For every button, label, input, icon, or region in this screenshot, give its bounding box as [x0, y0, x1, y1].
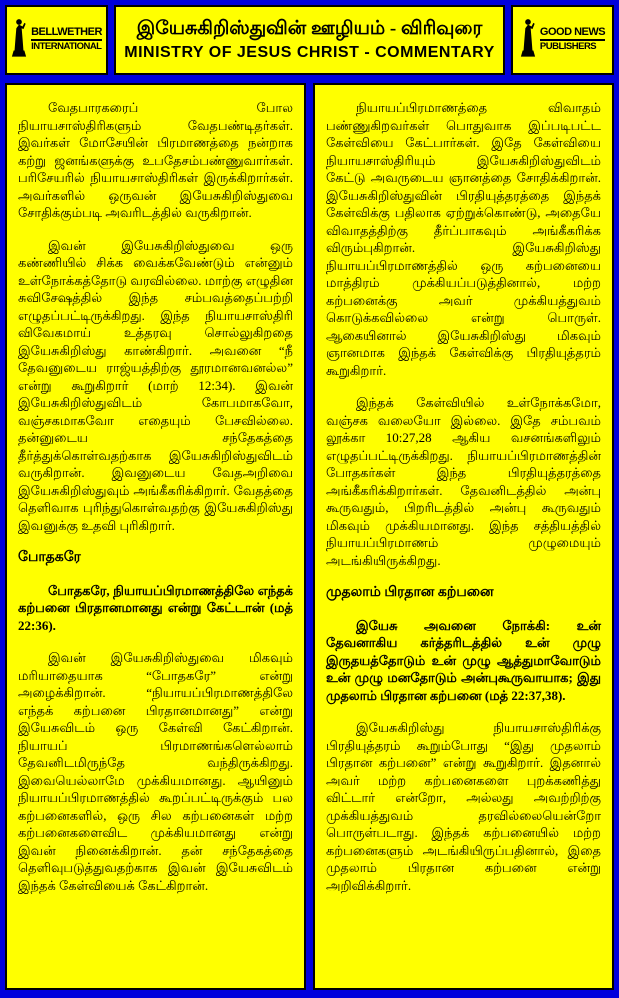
- paragraph: இவன் இயேசுகிறிஸ்துவை ஒரு கண்ணியில் சிக்க வைக்கவேண்டும் என்னும் உள்நோக்கத்தோடு வரவில்லை. மாற்கு எழுதின சுவிசேஷத்தில் இந்த சம்பவத்தைப்பற்றி எழுதப்பட்டிருக்கிறது. இந்த நியாயசாஸ்திரி விவேகமாய் உத்தரவு சொல்லுகிறதை இயேசுகிறிஸ்து காண்கிறார். அவனை “நீ தேவனுடைய ராஜ்யத்திற்கு தூரமானவனல்ல” என்று கூறுகிறார் (மாற் 12:34). இவன் இயேசுகிறிஸ்துவிடம் கோபமாகவோ, வஞ்சகமாகவோ எதையும் பேசவில்லை. தன்னுடைய சந்தேகத்தை தீர்த்துக்கொள்வதற்காக இயேசுகிறிஸ்துவிடம் வருகிறான். இவனுடைய வேதஅறிவை இயேசுகிறிஸ்துவும் அங்கீகரிக்கிறார். வேதத்தை தெளிவாக புரிந்துகொள்வதற்கு இயேசுகிறிஸ்து இவனுக்கு உதவி புரிகிறார்.: [18, 237, 293, 533]
- logo-line-2: INTERNATIONAL: [31, 41, 102, 53]
- section-heading: முதலாம் பிரதான கற்பனை: [326, 585, 494, 600]
- scripture-quote-paragraph: இயேசு அவனை நோக்கி: உன் தேவனாகிய கர்த்தரிடத்தில் உன் முழு இருதயத்தோடும் உன் முழு ஆத்துமாவோடும் உன் முழு மனதோடும் அன்புகூருவாயாக; இது முதலாம் பிரதான கற்பனை (மத் 22:37,38).: [326, 617, 601, 703]
- statue-icon: [520, 16, 536, 65]
- left-column: [5, 83, 306, 990]
- page-title-tamil: இயேசுகிறிஸ்துவின் ஊழியம் - விரிவுரை: [136, 18, 483, 40]
- logo-line-1: GOOD NEWS: [540, 26, 605, 41]
- paragraph: இயேசுகிறிஸ்து நியாயசாஸ்திரிக்கு பிரதியுத்தரம் கூறும்போது “இது முதலாம் பிரதான கற்பனை” என்று கூறுகிறார். இதனால் அவர் மற்ற கற்பனைகளை புறக்கணித்து விட்டார் என்றோ, அல்லது அவற்றிற்கு முக்கியத்துவம் தரவில்லையென்றோ பொருள்படாது. இந்தக் கற்பனையில் மற்ற கற்பனைகளும் அடங்கியிருப்பதினால், இதை முதலாம் பிரதான கற்பனை என்று அறிவிக்கிறார்.: [326, 720, 601, 893]
- document-body: [5, 83, 614, 990]
- bellwether-logo: [5, 5, 108, 75]
- paragraph: நியாயப்பிரமாணத்தை விவாதம் பண்ணுகிறவர்கள் பொதுவாக இப்படிபட்ட கேள்வியை கேட்பார்கள். இதே கேள்வியை நியாயசாஸ்திரியும் இயேசுகிறிஸ்துவிடம் கேட்டு அவருடைய ஞானத்தை சோதிக்கிறான். இயேசுகிறிஸ்துவின் பிரதியுத்தரத்தை இந்தக் கேள்விக்கு பதிலாக ஏற்றுக்கொண்டு, அதையே விவாதத்திற்கு தீர்ப்பாகவும் அங்கீகரிக்க விரும்புகிறான். இயேசுகிறிஸ்து நியாயப்பிரமாணத்தில் ஒரு கற்பனையை மாத்திரம் முக்கியப்படுத்தினால், மற்ற கற்பனைக்கு அவர் முக்கியத்துவம் கொடுக்கவில்லை என்று பொருள். ஆகையினால் இயேசுகிறிஸ்து மிகவும் ஞானமாக இந்தக் கேள்விக்கு பிரதியுத்தரம் கூறுகிறார்.: [326, 100, 601, 378]
- page-header: [5, 5, 614, 75]
- paragraph: வேதபாரகரைப் போல நியாயசாஸ்திரிகளும் வேதபண்டிதர்கள். இவர்கள் மோசேயின் பிரமாணத்தை நன்றாக கற்று ஜனங்களுக்கு உபதேசம்பண்ணுவார்கள். பரிசேயரில் நியாயசாஸ்திரிகள் இருக்கிறார்கள். அவர்களில் ஒருவன் இயேசுகிறிஸ்துவை சோதிக்கும்படி அவரிடத்தில் வருகிறான்.: [18, 100, 293, 220]
- page-title-english: MINISTRY OF JESUS CHRIST - COMMENTARY: [124, 43, 495, 61]
- bellwether-logo-text: [31, 26, 102, 53]
- good-news-logo-text: [540, 26, 605, 53]
- logo-line-1: BELLWETHER: [31, 26, 102, 41]
- logo-line-2: PUBLISHERS: [539, 41, 597, 53]
- right-column: [313, 83, 614, 990]
- title-box: [114, 5, 505, 75]
- good-news-publishers-logo: [511, 5, 614, 75]
- scripture-quote-paragraph: போதகரே, நியாயப்பிரமாணத்திலே எந்தக் கற்பனை பிரதானமானது என்று கேட்டான் (மத் 22:36).: [18, 582, 293, 633]
- section-heading: போதகரே: [18, 550, 81, 565]
- paragraph: இந்தக் கேள்வியில் உள்நோக்கமோ, வஞ்சக வலையோ இல்லை. இதே சம்பவம் லூக்கா 10:27,28 ஆகிய வசனங்களிலும் எழுதப்பட்டிருக்கிறது. நியாயப்பிரமாணத்தின் போதகர்கள் இந்த பிரதியுத்தரத்தை அங்கீகரிக்கிறார்கள். தேவனிடத்தில் அன்பு கூருவதும், பிறரிடத்தில் அன்பு கூருவதும் மிகவும் முக்கியமானது. இந்த சத்தியத்தில் நியாயப்பிரமாணம் முழுமையும் அடங்கியிருக்கிறது.: [326, 395, 601, 568]
- statue-icon: [11, 16, 27, 65]
- paragraph: இவன் இயேசுகிறிஸ்துவை மிகவும் மரியாதையாக “போதகரே” என்று அழைக்கிறான். “நியாயப்பிரமாணத்திலே எந்தக் கற்பனை பிரதானமானது” என்று இயேசுவிடம் ஒரு கேள்வி கேட்கிறான். நியாயப் பிரமாணங்களெல்லாம் தேவனிடமிருந்தே வந்திருக்கிறது. இவையெல்லாமே முக்கியமானது. ஆயினும் நியாயப்பிரமாணத்தில் கூறப்பட்டிருக்கும் பல கற்பனைகளில், ஒரு சில கற்பனைகள் மற்ற கற்பனைகளைவிட முக்கியமானது என்று இவன் நினைக்கிறான். தன் சந்தேகத்தை தெளிவுபடுத்துவதற்காக இவன் இயேசுவிடம் இந்தக் கேள்வியைக் கேட்கிறான்.: [18, 650, 293, 893]
